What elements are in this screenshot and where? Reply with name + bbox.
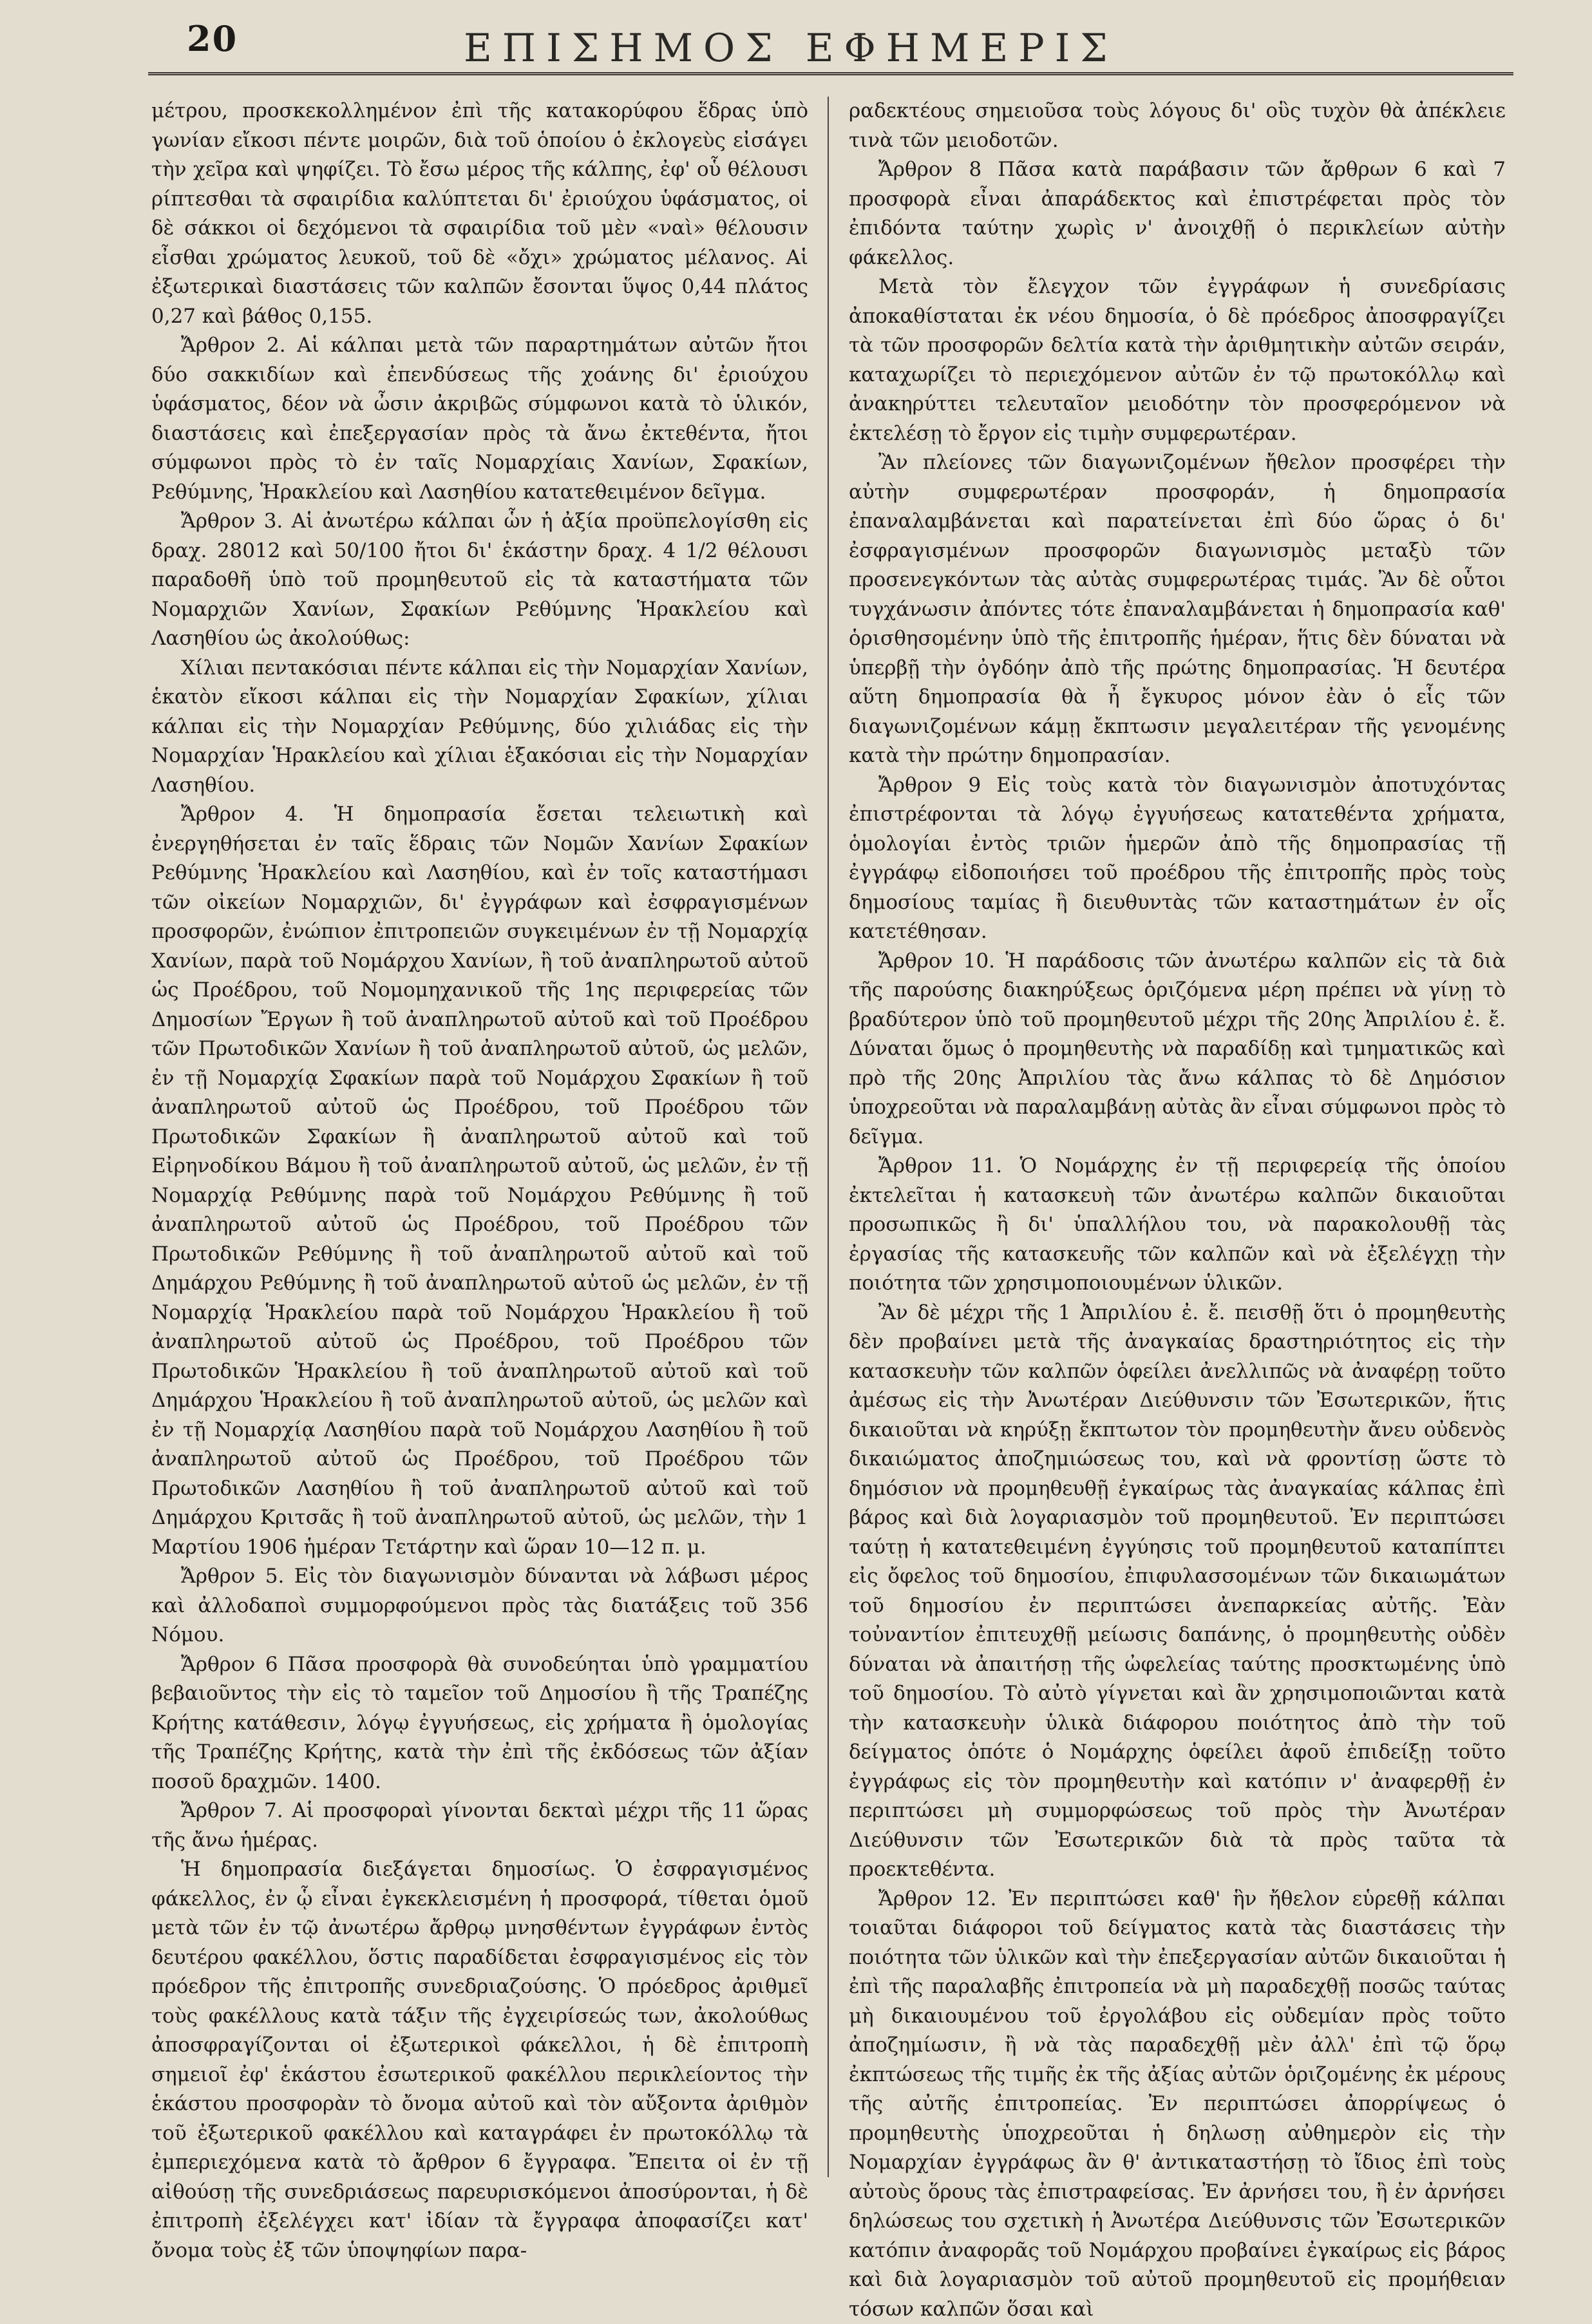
paragraph-article-3: Ἄρθρον 3. Αἱ ἀνωτέρω κάλπαι ὧν ἡ ἀξία προϋπελογίσθη εἰς δραχ. 28012 καὶ 50/100 ἤτοι δι' ἑκάστην δραχ. 4 1/2 θέλουσι παραδοθῆ ὑπὸ τοῦ προμηθευτοῦ εἰς τὰ καταστήματα τῶν Νομαρχιῶν Χανίων, Σφακίων Ρεθύμνης Ἡρακλείου καὶ Λασηθίου ὡς ἀκολούθως:: [151, 507, 808, 654]
paragraph-article-10: Ἄρθρον 10. Ἡ παράδοσις τῶν ἀνωτέρω καλπῶν εἰς τὰ διὰ τῆς παρούσης διακηρύξεως ὁριζόμενα μέρη πρέπει νὰ γίνῃ τὸ βραδύτερον ὑπὸ τοῦ προμηθευτοῦ μέχρι τῆς 20ης Ἀπριλίου ἐ. ἔ. Δύναται ὅμως ὁ προμηθευτὴς νὰ παραδίδῃ καὶ τμηματικῶς καὶ πρὸ τῆς 20ης Ἀπριλίου τὰς ἄνω κάλπας τὸ δὲ Δημόσιον ὑποχρεοῦται νὰ παραλαμβάνῃ αὐτὰς ἂν εἶναι σύμφωνοι πρὸς τὸ δεῖγμα.: [849, 947, 1506, 1152]
right-column: [849, 97, 1506, 2324]
paragraph: Ἂν δὲ μέχρι τῆς 1 Ἀπριλίου ἐ. ἔ. πεισθῇ ὅτι ὁ προμηθευτὴς δὲν προβαίνει μετὰ τῆς ἀναγκαίας δραστηριότητος εἰς τὴν κατασκευὴν τῶν καλπῶν ὁφείλει ἀνελλιπῶς νὰ ἀναφέρῃ τοῦτο ἀμέσως εἰς τὴν Ἀνωτέραν Διεύθυνσιν τῶν Ἐσωτερικῶν, ἥτις δικαιοῦται νὰ κηρύξῃ ἔκπτωτον τὸν προμηθευτὴν ἄνευ οὐδενὸς δικαιώματος ἀποζημιώσεως του, καὶ νὰ φροντίσῃ ὥστε τὸ δημόσιον νὰ προμηθευθῇ ἐγκαίρως τὰς ἀναγκαίας κάλπας ἐπὶ βάρος καὶ διὰ λογαριασμὸν τοῦ προμηθευτοῦ. Ἐν περιπτώσει ταύτῃ ἡ κατατεθειμένη ἐγγύησις τοῦ προμηθευτοῦ καταπίπτει εἰς ὄφελος τοῦ δημοσίου, ἐπιφυλασσομένων τῶν δικαιωμάτων τοῦ δημοσίου ἐν περιπτώσει ἀνεπαρκείας αὐτῆς. Ἐὰν τοὐναντίον ἐπιτευχθῇ μείωσις δαπάνης, ὁ προμηθευτὴς οὐδὲν δύναται νὰ ἀπαιτήσῃ τῆς ὠφελείας ταύτης προσκτωμένης ὑπὸ τοῦ δημοσίου. Τὸ αὐτὸ γίγνεται καὶ ἂν χρησιμοποιῶνται κατὰ τὴν κατασκευὴν ὑλικὰ διάφορου ποιότητος ἀπὸ τὴν τοῦ δείγματος ὁπότε ὁ Νομάρχης ὁφείλει ἀφοῦ ἐπιδείξῃ τοῦτο ἐγγράφως εἰς τὸν προμηθευτὴν καὶ κατόπιν ν' ἀναφερθῇ ἐν περιπτώσει μὴ συμμορφώσεως τοῦ πρὸς τὴν Ἀνωτέραν Διεύθυνσιν τῶν Ἐσωτερικῶν διὰ τὰ πρὸς ταῦτα τὰ προεκτεθέντα.: [849, 1299, 1506, 1885]
paragraph-article-6: Ἄρθρον 6 Πᾶσα προσφορὰ θὰ συνοδεύηται ὑπὸ γραμματίου βεβαιοῦντος τὴν εἰς τὸ ταμεῖον τοῦ Δημοσίου ἢ τῆς Τραπέζης Κρήτης κατάθεσιν, λόγῳ ἐγγυήσεως, εἰς χρήματα ἢ ὁμολογίας τῆς Τραπέζης Κρήτης, κατὰ τὴν ἐπὶ τῆς ἐκδόσεως τῶν ἀξίαν ποσοῦ δραχμῶν. 1400.: [151, 1650, 808, 1797]
column-divider: [828, 97, 829, 2177]
paragraph: ραδεκτέους σημειοῦσα τοὺς λόγους δι' οὓς τυχὸν θὰ ἀπέκλειε τινὰ τῶν μειοδοτῶν.: [849, 97, 1506, 155]
paragraph-article-2: Ἄρθρον 2. Αἱ κάλπαι μετὰ τῶν παραρτημάτων αὐτῶν ἤτοι δύο σακκιδίων καὶ ἐπενδύσεως τῆς χοάνης δι' ἐριούχου ὑφάσματος, δέον νὰ ὦσιν ἀκριβῶς σύμφωνοι κατὰ τὸ ὑλικόν, διαστάσεις καὶ ἐπεξεργασίαν πρὸς τὰ ἄνω ἐκτεθέντα, ἤτοι σύμφωνοι πρὸς τὸ ἐν ταῖς Νομαρχίαις Χανίων, Σφακίων, Ρεθύμνης, Ἡρακλείου καὶ Λασηθίου κατατεθειμένον δεῖγμα.: [151, 331, 808, 507]
paragraph-article-4: Ἄρθρον 4. Ἡ δημοπρασία ἔσεται τελειωτικὴ καὶ ἐνεργηθήσεται ἐν ταῖς ἕδραις τῶν Νομῶν Χανίων Σφακίων Ρεθύμνης Ἡρακλείου καὶ Λασηθίου, καὶ ἐν τοῖς καταστήμασι τῶν οἰκείων Νομαρχιῶν, δι' ἐγγράφων καὶ ἐσφραγισμένων προσφορῶν, ἐνώπιον ἐπιτροπειῶν συγκειμένων ἐν τῇ Νομαρχίᾳ Χανίων, παρὰ τοῦ Νομάρχου Χανίων, ἢ τοῦ ἀναπληρωτοῦ αὐτοῦ ὡς Προέδρου, τοῦ Νομομηχανικοῦ τῆς 1ης περιφερείας τῶν Δημοσίων Ἔργων ἢ τοῦ ἀναπληρωτοῦ αὐτοῦ καὶ τοῦ Προέδρου τῶν Πρωτοδικῶν Χανίων ἢ τοῦ ἀναπληρωτοῦ αὐτοῦ, ὡς μελῶν, ἐν τῇ Νομαρχίᾳ Σφακίων παρὰ τοῦ Νομάρχου Σφακίων ἢ τοῦ ἀναπληρωτοῦ αὐτοῦ ὡς Προέδρου, τοῦ Προέδρου τῶν Πρωτοδικῶν Σφακίων ἢ ἀναπληρωτοῦ αὐτοῦ καὶ τοῦ Εἰρηνοδίκου Βάμου ἢ τοῦ ἀναπληρωτοῦ αὐτοῦ, ὡς μελῶν, ἐν τῇ Νομαρχίᾳ Ρεθύμνης παρὰ τοῦ Νομάρχου Ρεθύμνης ἢ τοῦ ἀναπληρωτοῦ αὐτοῦ ὡς Προέδρου, τοῦ Προέδρου τῶν Πρωτοδικῶν Ρεθύμνης ἢ τοῦ ἀναπληρωτοῦ αὐτοῦ καὶ τοῦ Δημάρχου Ρεθύμνης ἢ τοῦ ἀναπληρωτοῦ αὐτοῦ ὡς μελῶν, ἐν τῇ Νομαρχίᾳ Ἡρακλείου παρὰ τοῦ Νομάρχου Ἡρακλείου ἢ τοῦ ἀναπληρωτοῦ αὐτοῦ ὡς Προέδρου, τοῦ Προέδρου τῶν Πρωτοδικῶν Ἡρακλείου ἢ τοῦ ἀναπληρωτοῦ αὐτοῦ καὶ τοῦ Δημάρχου Ἡρακλείου ἢ τοῦ ἀναπληρωτοῦ αὐτοῦ, ὡς μελῶν καὶ ἐν τῇ Νομαρχίᾳ Λασηθίου παρὰ τοῦ Νομάρχου Λασηθίου ἢ τοῦ ἀναπληρωτοῦ αὐτοῦ ὡς Προέδρου, τοῦ Προέδρου τῶν Πρωτοδικῶν Λασηθίου ἢ τοῦ ἀναπληρωτοῦ αὐτοῦ καὶ τοῦ Δημάρχου Κριτσᾶς ἢ τοῦ ἀναπληρωτοῦ αὐτοῦ, ὡς μελῶν, τὴν 1 Μαρτίου 1906 ἡμέραν Τετάρτην καὶ ὥραν 10—12 π. μ.: [151, 800, 808, 1562]
paragraph: Χίλιαι πεντακόσιαι πέντε κάλπαι εἰς τὴν Νομαρχίαν Χανίων, ἑκατὸν εἴκοσι κάλπαι εἰς τὴν Νομαρχίαν Σφακίων, χίλιαι κάλπαι εἰς τὴν Νομαρχίαν Ρεθύμνης, δύο χιλιάδας εἰς τὴν Νομαρχίαν Ἡρακλείου καὶ χίλιαι ἑξακόσιαι εἰς τὴν Νομαρχίαν Λασηθίου.: [151, 654, 808, 801]
paragraph-article-5: Ἄρθρον 5. Εἰς τὸν διαγωνισμὸν δύνανται νὰ λάβωσι μέρος καὶ ἀλλοδαποὶ συμμορφούμενοι πρὸς τὰς διατάξεις τοῦ 356 Νόμου.: [151, 1562, 808, 1650]
paragraph-article-11: Ἄρθρον 11. Ὁ Νομάρχης ἐν τῇ περιφερείᾳ τῆς ὁποίου ἐκτελεῖται ἡ κατασκευὴ τῶν ἀνωτέρω καλπῶν δικαιοῦται προσωπικῶς ἢ δι' ὑπαλλήλου του, νὰ παρακολουθῇ τὰς ἐργασίας τῆς κατασκευῆς τῶν καλπῶν καὶ νὰ ἐξελέγχῃ τὴν ποιότητα τῶν χρησιμοποιουμένων ὑλικῶν.: [849, 1152, 1506, 1299]
paragraph-article-9: Ἄρθρον 9 Εἰς τοὺς κατὰ τὸν διαγωνισμὸν ἀποτυχόντας ἐπιστρέφονται τὰ λόγῳ ἐγγυήσεως κατατεθέντα χρήματα, ὁμολογίαι ἐντὸς τριῶν ἡμερῶν ἀπὸ τῆς δημοπρασίας τῇ ἐγγράφῳ εἰδοποιήσει τοῦ προέδρου τῆς ἐπιτροπῆς πρὸς τοὺς δημοσίους ταμίας ἢ διευθυντὰς τῶν καταστημάτων ἐν οἷς κατετέθησαν.: [849, 771, 1506, 947]
gazette-masthead: ΕΠΙΣΗΜΟΣ ΕΦΗΜΕΡΙΣ: [464, 26, 1118, 71]
paragraph: μέτρου, προσκεκολλημένον ἐπὶ τῆς κατακορύφου ἕδρας ὑπὸ γωνίαν εἴκοσι πέντε μοιρῶν, διὰ τοῦ ὁποίου ὁ ἐκλογεὺς εἰσάγει τὴν χεῖρα καὶ ψηφίζει. Τὸ ἔσω μέρος τῆς κάλπης, ἐφ' οὗ θέλουσι ρίπτεσθαι τὰ σφαιρίδια καλύπτεται δι' ἐριούχου ὑφάσματος, οἱ δὲ σάκκοι οἱ δεχόμενοι τὰ σφαιρίδια τοῦ μὲν «ναὶ» θέλουσιν εἶσθαι χρώματος λευκοῦ, τοῦ δὲ «ὄχι» χρώματος μέλανος. Αἱ ἐξωτερικαὶ διαστάσεις τῶν καλπῶν ἔσονται ὕψος 0,44 πλάτος 0,27 καὶ βάθος 0,155.: [151, 97, 808, 331]
left-column: [151, 97, 808, 2265]
paragraph: Μετὰ τὸν ἔλεγχον τῶν ἐγγράφων ἡ συνεδρίασις ἀποκαθίσταται ἐκ νέου δημοσία, ὁ δὲ πρόεδρος ἀποσφραγίζει τὰ τῶν προσφορῶν δελτία κατὰ τὴν ἀριθμητικὴν αὐτῶν σειράν, καταχωρίζει τὸ περιεχόμενον αὐτῶν ἐν τῷ πρωτοκόλλῳ καὶ ἀνακηρύττει τελευταῖον μειοδότην τὸν προσφερόμενον νὰ ἐκτελέσῃ τὸ ἔργον εἰς τιμὴν συμφερωτέραν.: [849, 272, 1506, 448]
paragraph: Ἂν πλείονες τῶν διαγωνιζομένων ἤθελον προσφέρει τὴν αὐτὴν συμφερωτέραν προσφοράν, ἡ δημοπρασία ἐπαναλαμβάνεται καὶ παρατείνεται ἐπὶ δύο ὥρας ὁ δι' ἐσφραγισμένων προσφορῶν διαγωνισμὸς μεταξὺ τῶν προσενεγκόντων τὰς αὐτὰς συμφερωτέρας τιμάς. Ἂν δὲ οὗτοι τυγχάνωσιν ἀπόντες τότε ἐπαναλαμβάνεται ἡ δημοπρασία καθ' ὁρισθησομένην ὑπὸ τῆς ἐπιτροπῆς ἡμέραν, ἥτις δὲν δύναται νὰ ὑπερβῇ τὴν ὀγδόην ἀπὸ τῆς πρώτης δημοπρασίας. Ἡ δευτέρα αὕτη δημοπρασία θὰ ἦ ἔγκυρος μόνον ἐὰν ὁ εἷς τῶν διαγωνιζομένων κάμῃ ἔκπτωσιν μεγαλειτέραν τῆς γενομένης κατὰ τὴν πρώτην δημοπρασίαν.: [849, 448, 1506, 771]
paragraph-article-12: Ἄρθρον 12. Ἐν περιπτώσει καθ' ἣν ἤθελον εὑρεθῇ κάλπαι τοιαῦται διάφοροι τοῦ δείγματος κατὰ τὰς διαστάσεις τὴν ποιότητα τῶν ὑλικῶν καὶ τὴν ἐπεξεργασίαν αὐτῶν δικαιοῦται ἡ ἐπὶ τῆς παραλαβῆς ἐπιτροπεία νὰ μὴ παραδεχθῇ ποσῶς ταύτας μὴ δικαιουμένου τοῦ ἐργολάβου εἰς οὐδεμίαν πρὸς τοῦτο ἀποζημίωσιν, ἢ νὰ τὰς παραδεχθῇ μὲν ἀλλ' ἐπὶ τῷ ὅρῳ ἐκπτώσεως τῆς τιμῆς ἐκ τῆς ἀξίας αὐτῶν ὁριζομένης ἐκ μέρους τῆς αὐτῆς ἐπιτροπείας. Ἐν περιπτώσει ἀπορρίψεως ὁ προμηθευτὴς ὑποχρεοῦται ἡ δηλωσῃ αὐθημερὸν εἰς τὴν Νομαρχίαν ἐγγράφως ἂν θ' ἀντικαταστήσῃ τὸ ἴδιος ἐπὶ τοὺς αὐτοὺς ὅρους τὰς ἐπιστραφείσας. Ἐν ἀρνήσει του, ἢ ἐν ἀρνήσει δηλώσεως του σχετικὴ ἡ Ἀνωτέρα Διεύθυνσις τῶν Ἐσωτερικῶν κατόπιν ἀναφορᾶς τοῦ Νομάρχου προβαίνει ἐγκαίρως εἰς βάρος καὶ διὰ λογαριασμὸν τοῦ αὐτοῦ προμηθευτοῦ εἰς προμήθειαν τόσων καλπῶν ὅσαι καὶ: [849, 1885, 1506, 2324]
paragraph: Ἡ δημοπρασία διεξάγεται δημοσίως. Ὁ ἐσφραγισμένος φάκελλος, ἐν ᾧ εἶναι ἐγκεκλεισμένη ἡ προσφορά, τίθεται ὁμοῦ μετὰ τῶν ἐν τῷ ἀνωτέρω ἄρθρῳ μνησθέντων ἐγγράφων ἐντὸς δευτέρου φακέλλου, ὅστις παραδίδεται ἐσφραγισμένος εἰς τὸν πρόεδρον τῆς ἐπιτροπῆς συνεδριαζούσης. Ὁ πρόεδρος ἀριθμεῖ τοὺς φακέλλους κατὰ τάξιν τῆς ἐγχειρίσεώς των, ἀκολούθως ἀποσφραγίζονται οἱ ἐξωτερικοὶ φάκελλοι, ἡ δὲ ἐπιτροπὴ σημειοῖ ἐφ' ἑκάστου ἐσωτερικοῦ φακέλλου περικλείοντος τὴν ἑκάστου προσφορὰν τὸ ὄνομα αὐτοῦ καὶ τὸν αὔξοντα ἀριθμὸν τοῦ ἐξωτερικοῦ φακέλλου καὶ καταγράφει ἐν πρωτοκόλλῳ τὰ ἐμπεριεχόμενα κατὰ τὸ ἄρθρον 6 ἔγγραφα. Ἔπειτα οἱ ἐν τῇ αἰθούσῃ τῆς συνεδριάσεως παρευρισκόμενοι ἀποσύρονται, ἡ δὲ ἐπιτροπὴ ἐξελέγχει κατ' ἰδίαν τὰ ἔγγραφα ἀποφασίζει κατ' ὄνομα τοὺς ἐξ τῶν ὑποψηφίων παρα-: [151, 1855, 808, 2265]
paragraph-article-7: Ἄρθρον 7. Αἱ προσφοραὶ γίνονται δεκταὶ μέχρι τῆς 11 ὥρας τῆς ἄνω ἡμέρας.: [151, 1796, 808, 1855]
header-rule: [148, 72, 1513, 75]
paragraph-article-8: Ἄρθρον 8 Πᾶσα κατὰ παράβασιν τῶν ἄρθρων 6 καὶ 7 προσφορὰ εἶναι ἀπαράδεκτος καὶ ἐπιστρέφεται πρὸς τὸν ἐπιδόντα ταύτην χωρὶς ν' ἀνοιχθῇ ὁ περικλείων αὐτὴν φάκελλος.: [849, 155, 1506, 272]
page-number: 20: [187, 18, 238, 59]
